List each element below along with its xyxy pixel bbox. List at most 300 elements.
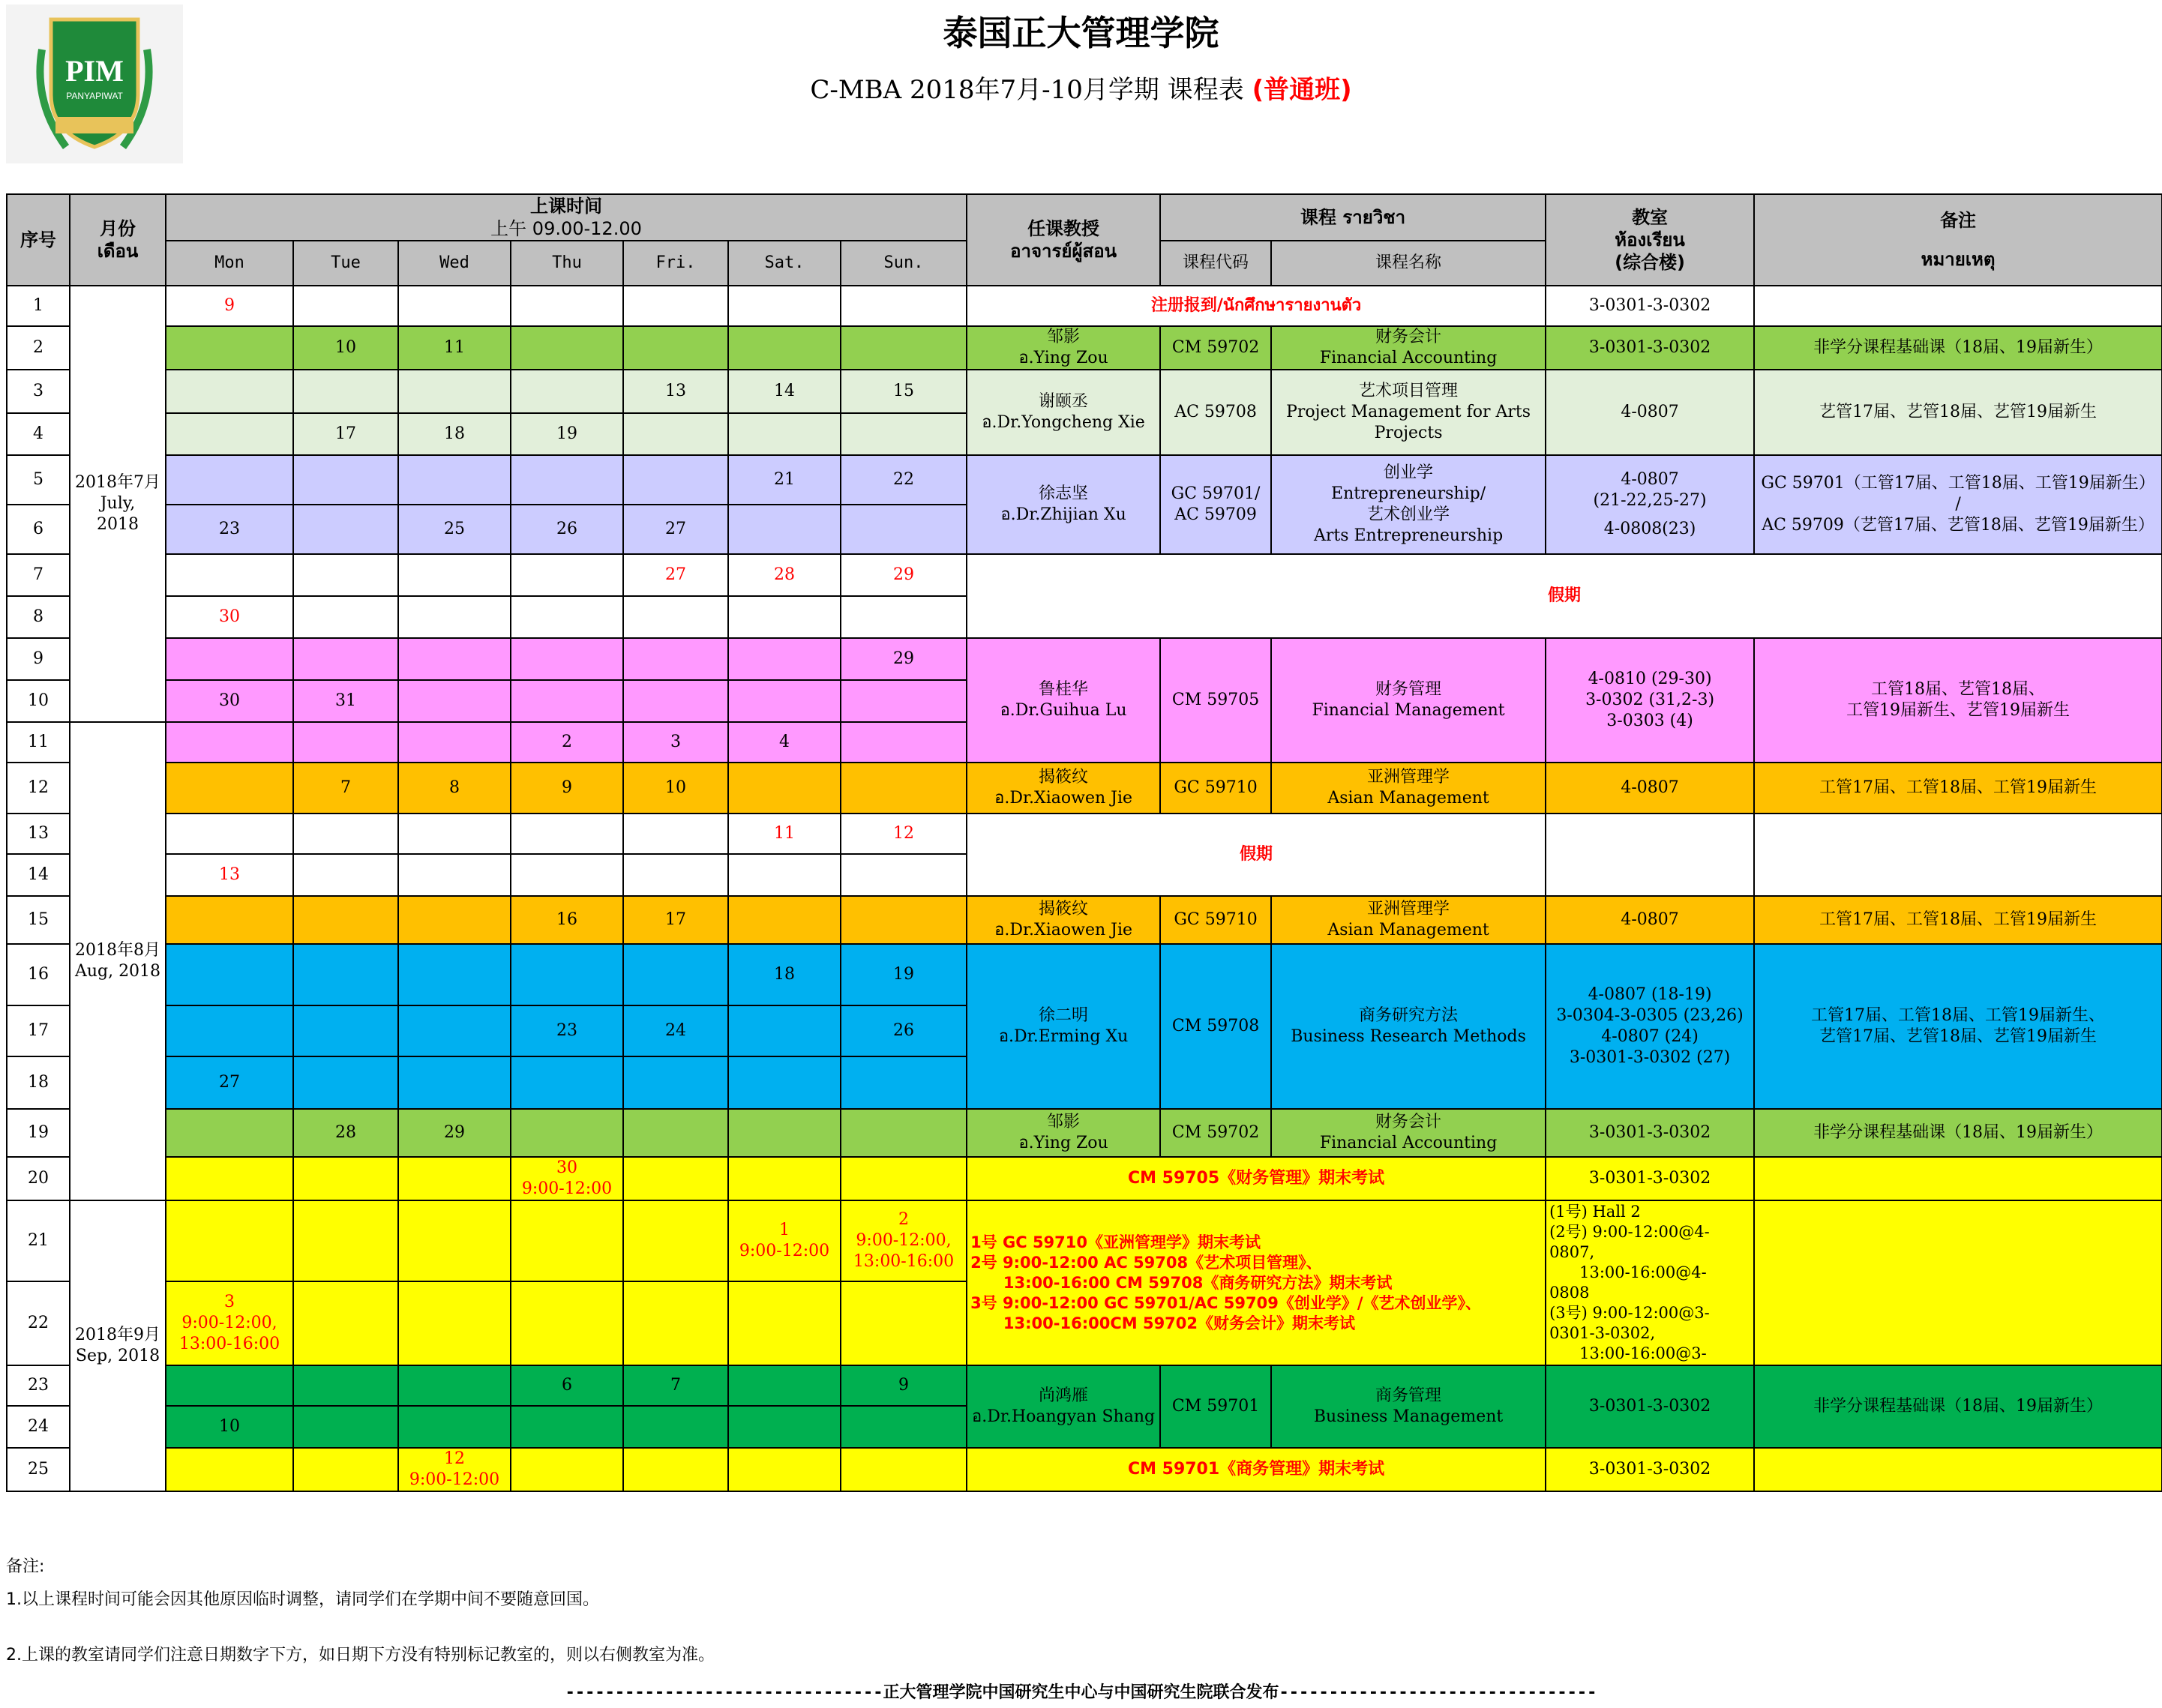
day-cell bbox=[511, 638, 623, 680]
room-cell: 4-0810 (29-30) 3-0302 (31,2-3) 3-0303 (4) bbox=[1546, 638, 1754, 763]
day-cell bbox=[293, 1406, 398, 1448]
header-month: 月份 เดือน bbox=[70, 194, 166, 286]
day-cell: 18 bbox=[728, 944, 841, 1005]
day-cell bbox=[511, 854, 623, 896]
day-cell: 11 bbox=[728, 814, 841, 854]
course-name: 财务会计 Financial Accounting bbox=[1271, 1109, 1546, 1157]
day-cell bbox=[511, 1448, 623, 1491]
day-cell-line: 12 bbox=[444, 1449, 465, 1468]
day-cell: 27 bbox=[623, 505, 728, 554]
day-cell bbox=[841, 1406, 967, 1448]
remark-cell: 工管17届、工管18届、工管19届新生、 艺管17届、艺管18届、艺管19届新生 bbox=[1754, 944, 2162, 1109]
subtitle-tag: (普通班) bbox=[1252, 75, 1352, 105]
day-cell bbox=[293, 1200, 398, 1281]
day-cell bbox=[511, 554, 623, 596]
day-cell bbox=[728, 680, 841, 722]
day-cell bbox=[293, 896, 398, 944]
day-cell bbox=[166, 1157, 293, 1200]
logo-subtext: PANYAPIWAT bbox=[66, 91, 123, 101]
day-cell bbox=[728, 896, 841, 944]
day-cell: 24 bbox=[623, 1005, 728, 1056]
header-remark: 备注 หมายเหตุ bbox=[1754, 194, 2162, 286]
remark-cell: 工管17届、工管18届、工管19届新生 bbox=[1754, 896, 2162, 944]
row-number: 24 bbox=[7, 1406, 70, 1448]
day-cell-line: 9:00-12:00, bbox=[856, 1231, 952, 1250]
row-number: 8 bbox=[7, 596, 70, 638]
month-july: 2018年7月 July, 2018 bbox=[70, 286, 166, 722]
course-name: 亚洲管理学 Asian Management bbox=[1271, 896, 1546, 944]
course-code: CM 59705 bbox=[1160, 638, 1271, 763]
day-cell bbox=[166, 1109, 293, 1157]
teacher-cell: 徐志坚 อ.Dr.Zhijian Xu bbox=[967, 455, 1160, 554]
month-september: 2018年9月 Sep, 2018 bbox=[70, 1200, 166, 1491]
teacher-cell: 邹影 อ.Ying Zou bbox=[967, 326, 1160, 370]
day-cell bbox=[728, 854, 841, 896]
day-cell bbox=[728, 1281, 841, 1365]
header-day-mon: Mon bbox=[166, 241, 293, 286]
room-cell: 4-0807 (21-22,25-27) 4-0808(23) bbox=[1546, 455, 1754, 554]
day-cell bbox=[166, 1281, 293, 1365]
day-cell: 25 bbox=[398, 505, 511, 554]
course-code: CM 59701 bbox=[1160, 1365, 1271, 1448]
course-name: 艺术项目管理 Project Management for Arts Projects bbox=[1271, 370, 1546, 455]
day-cell bbox=[623, 1200, 728, 1281]
day-cell bbox=[511, 370, 623, 413]
row-number: 10 bbox=[7, 680, 70, 722]
header-time: 上课时间 上午 09.00-12.00 bbox=[166, 194, 967, 241]
header-day-tue: Tue bbox=[293, 241, 398, 286]
day-cell bbox=[841, 505, 967, 554]
day-cell bbox=[728, 638, 841, 680]
subtitle-text: C-MBA 2018年7月-10月学期 课程表 bbox=[810, 75, 1244, 105]
month-august: 2018年8月 Aug, 2018 bbox=[70, 722, 166, 1200]
day-cell bbox=[623, 326, 728, 370]
day-cell bbox=[398, 1281, 511, 1365]
day-cell bbox=[728, 1056, 841, 1109]
day-cell bbox=[623, 455, 728, 505]
course-code: CM 59702 bbox=[1160, 1109, 1271, 1157]
day-cell bbox=[166, 896, 293, 944]
page-title: 泰国正大管理学院 bbox=[943, 13, 1219, 53]
day-cell bbox=[166, 944, 293, 1005]
day-cell bbox=[398, 286, 511, 326]
exam-notice: CM 59701《商务管理》期末考试 bbox=[967, 1448, 1546, 1491]
day-cell bbox=[728, 1365, 841, 1406]
day-cell-line: 9:00-12:00 bbox=[521, 1179, 613, 1198]
day-cell: 21 bbox=[728, 455, 841, 505]
day-cell: 31 bbox=[293, 680, 398, 722]
day-cell bbox=[166, 326, 293, 370]
remark-cell: 非学分课程基础课（18届、19届新生） bbox=[1754, 326, 2162, 370]
row-number: 17 bbox=[7, 1005, 70, 1056]
day-cell bbox=[511, 1157, 623, 1200]
row-number: 1 bbox=[7, 286, 70, 326]
row-number: 11 bbox=[7, 722, 70, 763]
remark-cell bbox=[1754, 286, 2162, 326]
day-cell-line: 2 bbox=[898, 1210, 910, 1229]
header-day-fri: Fri. bbox=[623, 241, 728, 286]
day-cell bbox=[398, 1056, 511, 1109]
day-cell bbox=[623, 596, 728, 638]
day-cell bbox=[841, 1281, 967, 1365]
day-cell bbox=[623, 944, 728, 1005]
day-cell bbox=[166, 1200, 293, 1281]
day-cell bbox=[293, 638, 398, 680]
registration-notice: 注册报到/นักศึกษารายงานตัว bbox=[967, 286, 1546, 326]
header-course-name: 课程名称 bbox=[1271, 241, 1546, 286]
row-number: 18 bbox=[7, 1056, 70, 1109]
room-cell: (1号) Hall 2 (2号) 9:00-12:00@4- 0807, 13:00-16:00@4- 0808 (3号) 9:00-12:00@3- 0301-3-0302, 13:00-16:00@3- bbox=[1546, 1200, 1754, 1365]
course-name: 财务管理 Financial Management bbox=[1271, 638, 1546, 763]
room-cell: 4-0807 bbox=[1546, 370, 1754, 455]
course-name: 亚洲管理学 Asian Management bbox=[1271, 763, 1546, 814]
day-cell bbox=[398, 638, 511, 680]
day-cell bbox=[728, 413, 841, 455]
day-cell bbox=[166, 370, 293, 413]
notes-label: 备注: bbox=[6, 1557, 45, 1576]
day-cell bbox=[398, 814, 511, 854]
row-number: 5 bbox=[7, 455, 70, 505]
day-cell-line: 13:00-16:00 bbox=[178, 1335, 280, 1353]
day-cell bbox=[293, 554, 398, 596]
day-cell bbox=[623, 1109, 728, 1157]
day-cell: 17 bbox=[293, 413, 398, 455]
day-cell bbox=[166, 1005, 293, 1056]
teacher-cell: 徐二明 อ.Dr.Erming Xu bbox=[967, 944, 1160, 1109]
day-cell-line: 1 bbox=[779, 1221, 790, 1239]
row-number: 9 bbox=[7, 638, 70, 680]
day-cell bbox=[623, 1281, 728, 1365]
day-cell: 27 bbox=[166, 1056, 293, 1109]
day-cell bbox=[293, 722, 398, 763]
day-cell bbox=[841, 896, 967, 944]
course-code: AC 59708 bbox=[1160, 370, 1271, 455]
day-cell bbox=[841, 1109, 967, 1157]
header-room: 教室 ห้องเรียน (综合楼) bbox=[1546, 194, 1754, 286]
day-cell: 29 bbox=[398, 1109, 511, 1157]
day-cell: 30 bbox=[166, 680, 293, 722]
day-cell bbox=[398, 455, 511, 505]
day-cell: 7 bbox=[623, 1365, 728, 1406]
course-code: GC 59710 bbox=[1160, 896, 1271, 944]
day-cell-line: 9:00-12:00 bbox=[739, 1242, 830, 1260]
note-item: 1.以上课程时间可能会因其他原因临时调整，请同学们在学期中间不要随意回国。 bbox=[6, 1590, 599, 1609]
day-cell bbox=[511, 814, 623, 854]
day-cell bbox=[511, 286, 623, 326]
day-cell bbox=[166, 455, 293, 505]
day-cell: 18 bbox=[398, 413, 511, 455]
day-cell: 13 bbox=[623, 370, 728, 413]
day-cell bbox=[398, 1200, 511, 1281]
day-cell: 17 bbox=[623, 896, 728, 944]
course-name: 创业学 Entrepreneurship/ 艺术创业学 Arts Entrepreneurship bbox=[1271, 455, 1546, 554]
day-cell bbox=[511, 680, 623, 722]
row-number: 22 bbox=[7, 1281, 70, 1365]
day-cell bbox=[623, 638, 728, 680]
day-cell bbox=[398, 854, 511, 896]
day-cell bbox=[398, 896, 511, 944]
day-cell: 29 bbox=[841, 638, 967, 680]
day-cell bbox=[293, 455, 398, 505]
day-cell-line: 13:00-16:00 bbox=[853, 1252, 955, 1271]
day-cell bbox=[841, 680, 967, 722]
room-cell: 3-0301-3-0302 bbox=[1546, 286, 1754, 326]
day-cell bbox=[166, 554, 293, 596]
row-number: 19 bbox=[7, 1109, 70, 1157]
day-cell bbox=[293, 1281, 398, 1365]
row-number: 23 bbox=[7, 1365, 70, 1406]
day-cell bbox=[293, 505, 398, 554]
day-cell bbox=[166, 1448, 293, 1491]
room-cell: 3-0301-3-0302 bbox=[1546, 1109, 1754, 1157]
day-cell: 26 bbox=[841, 1005, 967, 1056]
day-cell bbox=[166, 763, 293, 814]
day-cell bbox=[511, 326, 623, 370]
day-cell: 19 bbox=[511, 413, 623, 455]
day-cell bbox=[623, 286, 728, 326]
remark-cell: 工管18届、艺管18届、 工管19届新生、艺管19届新生 bbox=[1754, 638, 2162, 763]
day-cell: 22 bbox=[841, 455, 967, 505]
header-day-sat: Sat. bbox=[728, 241, 841, 286]
day-cell-line: 30 bbox=[556, 1158, 577, 1177]
course-name: 商务研究方法 Business Research Methods bbox=[1271, 944, 1546, 1109]
day-cell: 4 bbox=[728, 722, 841, 763]
day-cell: 10 bbox=[166, 1406, 293, 1448]
day-cell: 29 bbox=[841, 554, 967, 596]
remark-cell: 工管17届、工管18届、工管19届新生 bbox=[1754, 763, 2162, 814]
header-day-wed: Wed bbox=[398, 241, 511, 286]
day-cell: 10 bbox=[293, 326, 398, 370]
day-cell bbox=[728, 286, 841, 326]
day-cell: 10 bbox=[623, 763, 728, 814]
day-cell bbox=[841, 1056, 967, 1109]
page-subtitle bbox=[0, 69, 2162, 106]
day-cell bbox=[398, 1157, 511, 1200]
room-cell bbox=[1546, 814, 1754, 896]
day-cell bbox=[623, 680, 728, 722]
day-cell bbox=[841, 413, 967, 455]
room-cell: 3-0301-3-0302 bbox=[1546, 1157, 1754, 1200]
day-cell bbox=[293, 286, 398, 326]
day-cell bbox=[293, 1448, 398, 1491]
day-cell: 9 bbox=[166, 286, 293, 326]
day-cell bbox=[623, 1448, 728, 1491]
day-cell bbox=[841, 763, 967, 814]
day-cell bbox=[293, 596, 398, 638]
day-cell bbox=[293, 854, 398, 896]
row-number: 3 bbox=[7, 370, 70, 413]
day-cell bbox=[728, 1157, 841, 1200]
day-cell bbox=[511, 1281, 623, 1365]
teacher-cell: 谢颐丞 อ.Dr.Yongcheng Xie bbox=[967, 370, 1160, 455]
day-cell: 6 bbox=[511, 1365, 623, 1406]
day-cell: 2 bbox=[511, 722, 623, 763]
day-cell: 23 bbox=[166, 505, 293, 554]
day-cell bbox=[293, 1365, 398, 1406]
day-cell bbox=[293, 944, 398, 1005]
day-cell: 9 bbox=[511, 763, 623, 814]
day-cell: 14 bbox=[728, 370, 841, 413]
day-cell bbox=[623, 1157, 728, 1200]
row-number: 6 bbox=[7, 505, 70, 554]
day-cell bbox=[841, 854, 967, 896]
remark-cell bbox=[1754, 814, 2162, 896]
day-cell bbox=[398, 1005, 511, 1056]
teacher-cell: 鲁桂华 อ.Dr.Guihua Lu bbox=[967, 638, 1160, 763]
day-cell bbox=[166, 413, 293, 455]
day-cell-line: 3 bbox=[224, 1293, 235, 1311]
day-cell: 27 bbox=[623, 554, 728, 596]
remark-cell: 艺管17届、艺管18届、艺管19届新生 bbox=[1754, 370, 2162, 455]
day-cell bbox=[293, 814, 398, 854]
day-cell: 3 bbox=[623, 722, 728, 763]
row-number: 2 bbox=[7, 326, 70, 370]
day-cell bbox=[166, 1365, 293, 1406]
row-number: 20 bbox=[7, 1157, 70, 1200]
teacher-cell: 邹影 อ.Ying Zou bbox=[967, 1109, 1160, 1157]
day-cell bbox=[841, 326, 967, 370]
day-cell bbox=[511, 944, 623, 1005]
teacher-cell: 揭筱纹 อ.Dr.Xiaowen Jie bbox=[967, 896, 1160, 944]
remark-cell: 非学分课程基础课（18届、19届新生） bbox=[1754, 1109, 2162, 1157]
day-cell bbox=[398, 680, 511, 722]
holiday-cell: 假期 bbox=[967, 554, 2162, 638]
row-number: 7 bbox=[7, 554, 70, 596]
room-cell: 4-0807 bbox=[1546, 896, 1754, 944]
day-cell-line: 9:00-12:00 bbox=[409, 1470, 500, 1489]
day-cell bbox=[293, 1005, 398, 1056]
day-cell bbox=[728, 505, 841, 554]
day-cell bbox=[623, 1406, 728, 1448]
day-cell bbox=[398, 722, 511, 763]
course-name: 商务管理 Business Management bbox=[1271, 1365, 1546, 1448]
room-cell: 3-0301-3-0302 bbox=[1546, 1365, 1754, 1448]
day-cell: 11 bbox=[398, 326, 511, 370]
header-course-code: 课程代码 bbox=[1160, 241, 1271, 286]
day-cell bbox=[166, 638, 293, 680]
day-cell-line: 9:00-12:00, bbox=[181, 1314, 277, 1332]
day-cell: 9 bbox=[841, 1365, 967, 1406]
row-number: 14 bbox=[7, 854, 70, 896]
day-cell bbox=[728, 763, 841, 814]
day-cell bbox=[293, 1157, 398, 1200]
row-number: 13 bbox=[7, 814, 70, 854]
day-cell bbox=[293, 370, 398, 413]
remark-cell: 非学分课程基础课（18届、19届新生） bbox=[1754, 1365, 2162, 1448]
day-cell bbox=[841, 1448, 967, 1491]
course-code: CM 59702 bbox=[1160, 326, 1271, 370]
day-cell: 30 bbox=[166, 596, 293, 638]
day-cell bbox=[511, 596, 623, 638]
exam-notice: CM 59705《财务管理》期末考试 bbox=[967, 1157, 1546, 1200]
day-cell bbox=[623, 814, 728, 854]
teacher-cell: 揭筱纹 อ.Dr.Xiaowen Jie bbox=[967, 763, 1160, 814]
day-cell bbox=[398, 1365, 511, 1406]
day-cell bbox=[728, 1005, 841, 1056]
day-cell bbox=[398, 370, 511, 413]
day-cell bbox=[728, 1109, 841, 1157]
day-cell: 28 bbox=[728, 554, 841, 596]
schedule-table bbox=[6, 193, 2162, 1492]
day-cell bbox=[623, 854, 728, 896]
day-cell bbox=[841, 596, 967, 638]
footer-publisher: --------------------------------正大管理学院中国研究生中心与中国研究生院联合发布-------------------------------- bbox=[565, 1683, 1597, 1702]
row-number: 21 bbox=[7, 1200, 70, 1281]
course-code: GC 59710 bbox=[1160, 763, 1271, 814]
day-cell bbox=[166, 722, 293, 763]
header-course: 课程 รายวิชา bbox=[1160, 194, 1546, 241]
day-cell bbox=[398, 596, 511, 638]
day-cell: 28 bbox=[293, 1109, 398, 1157]
remark-cell bbox=[1754, 1200, 2162, 1365]
day-cell bbox=[398, 1448, 511, 1491]
header-day-sun: Sun. bbox=[841, 241, 967, 286]
remark-cell: GC 59701（工管17届、工管18届、工管19届新生） / AC 59709（艺管17届、艺管18届、艺管19届新生） bbox=[1754, 455, 2162, 554]
day-cell bbox=[511, 1406, 623, 1448]
header-seq: 序号 bbox=[7, 194, 70, 286]
day-cell bbox=[293, 1056, 398, 1109]
row-number: 12 bbox=[7, 763, 70, 814]
day-cell: 7 bbox=[293, 763, 398, 814]
header-day-thu: Thu bbox=[511, 241, 623, 286]
course-code: GC 59701/ AC 59709 bbox=[1160, 455, 1271, 554]
row-number: 15 bbox=[7, 896, 70, 944]
header-teacher: 任课教授 อาจารย์ผู้สอน bbox=[967, 194, 1160, 286]
day-cell bbox=[166, 814, 293, 854]
room-cell: 3-0301-3-0302 bbox=[1546, 1448, 1754, 1491]
row-number: 16 bbox=[7, 944, 70, 1005]
day-cell bbox=[623, 413, 728, 455]
schedule-body bbox=[7, 286, 2162, 1491]
row-number: 25 bbox=[7, 1448, 70, 1491]
day-cell bbox=[728, 1406, 841, 1448]
day-cell bbox=[511, 1056, 623, 1109]
day-cell bbox=[511, 1109, 623, 1157]
day-cell bbox=[728, 596, 841, 638]
course-name: 财务会计 Financial Accounting bbox=[1271, 326, 1546, 370]
day-cell bbox=[841, 1200, 967, 1281]
day-cell bbox=[728, 326, 841, 370]
note-item: 2.上课的教室请同学们注意日期数字下方，如日期下方没有特别标记教室的，则以右侧教室为准。 bbox=[6, 1646, 715, 1665]
day-cell bbox=[398, 944, 511, 1005]
row-number: 4 bbox=[7, 413, 70, 455]
day-cell: 12 bbox=[841, 814, 967, 854]
day-cell bbox=[398, 1406, 511, 1448]
day-cell: 16 bbox=[511, 896, 623, 944]
room-cell: 3-0301-3-0302 bbox=[1546, 326, 1754, 370]
room-cell: 4-0807 bbox=[1546, 763, 1754, 814]
day-cell bbox=[728, 1200, 841, 1281]
day-cell: 15 bbox=[841, 370, 967, 413]
day-cell: 26 bbox=[511, 505, 623, 554]
exam-schedule: 1号 GC 59710《亚洲管理学》期末考试 2号 9:00-12:00 AC 59708《艺术项目管理》、 13:00-16:00 CM 59708《商务研究方法》期末考试 3号 9:00-12:00 GC 59701/AC 59709《创业学》/《艺术创业学》、 13:00-16:00CM 59702《财务会计》期末考试 bbox=[967, 1200, 1546, 1365]
day-cell bbox=[511, 455, 623, 505]
remark-cell bbox=[1754, 1448, 2162, 1491]
day-cell bbox=[511, 1200, 623, 1281]
day-cell bbox=[841, 1157, 967, 1200]
day-cell bbox=[841, 722, 967, 763]
teacher-cell: 尚鸿雁 อ.Dr.Hoangyan Shang bbox=[967, 1365, 1160, 1448]
day-cell bbox=[728, 1448, 841, 1491]
course-code: CM 59708 bbox=[1160, 944, 1271, 1109]
day-cell: 8 bbox=[398, 763, 511, 814]
day-cell: 23 bbox=[511, 1005, 623, 1056]
remark-cell bbox=[1754, 1157, 2162, 1200]
room-cell: 4-0807 (18-19) 3-0304-3-0305 (23,26) 4-0807 (24) 3-0301-3-0302 (27) bbox=[1546, 944, 1754, 1109]
holiday-cell: 假期 bbox=[967, 814, 1546, 896]
day-cell: 13 bbox=[166, 854, 293, 896]
day-cell bbox=[623, 1056, 728, 1109]
